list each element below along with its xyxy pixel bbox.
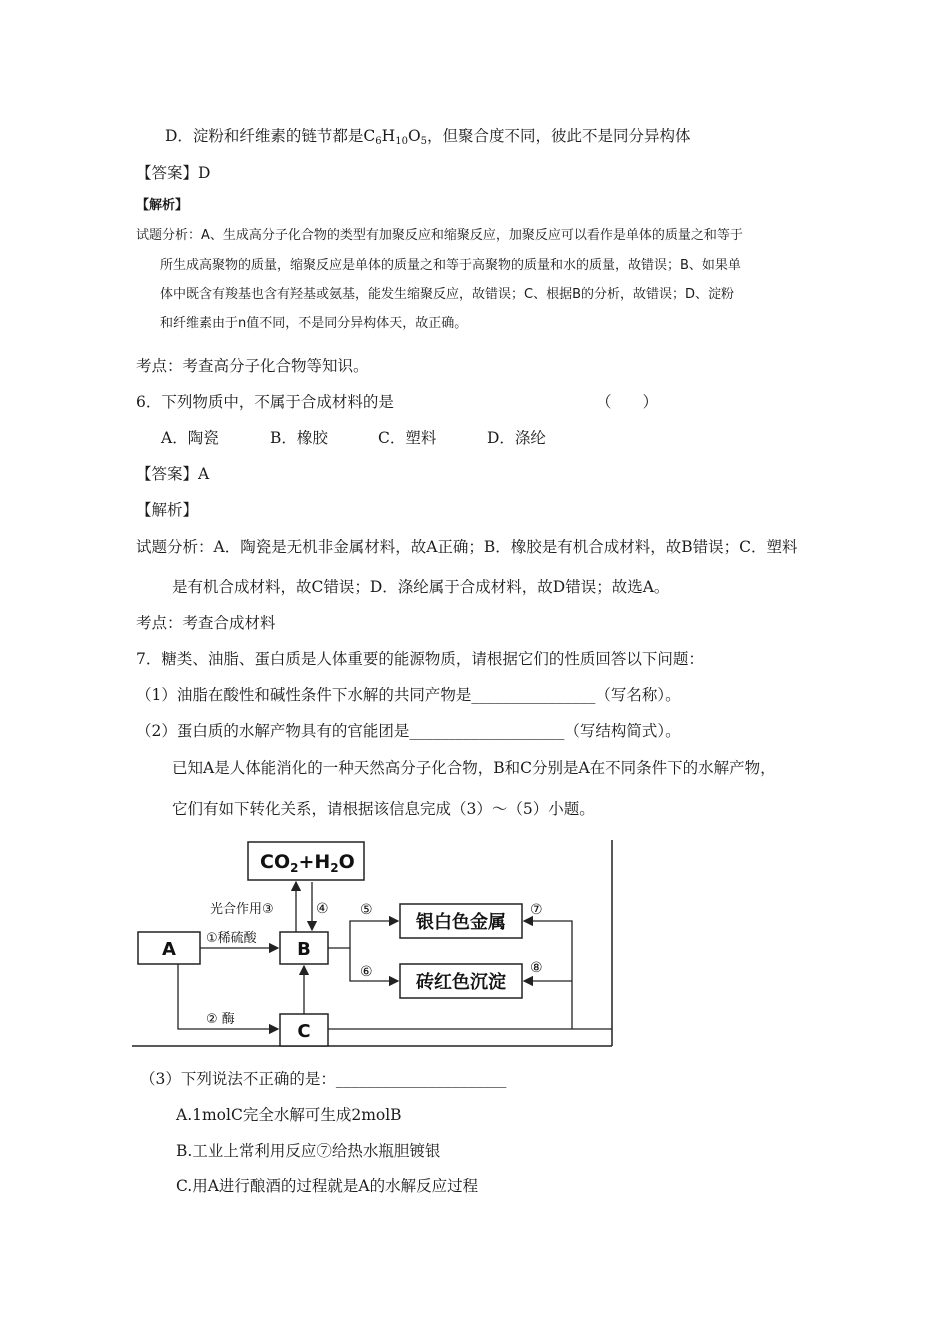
q5-analysis-heading: 【解析】 xyxy=(136,198,189,213)
q6-option-d: D．涤纶 xyxy=(487,429,546,447)
q6-analysis-heading: 【解析】 xyxy=(136,501,199,519)
q7-part3-option-c: C.用A进行酿酒的过程就是A的水解反应过程 xyxy=(176,1177,479,1195)
step7-label: ⑦ xyxy=(530,902,543,918)
q6-stem: 6．下列物质中，不属于合成材料的是 xyxy=(136,393,394,411)
q6-option-c: C．塑料 xyxy=(378,429,437,447)
q5-analysis-line: 试题分析：A、生成高分子化合物的类型有加聚反应和缩聚反应，加聚反应可以看作是单体的质量之和等于 xyxy=(136,228,743,243)
step1-label: ①稀硫酸 xyxy=(206,931,257,946)
arrow-b-to-brick xyxy=(350,948,398,981)
q7-stem: 7．糖类、油脂、蛋白质是人体重要的能源物质，请根据它们的性质回答以下问题： xyxy=(136,650,704,668)
q5-analysis-line: 体中既含有羧基也含有羟基或氨基，能发生缩聚反应，故错误；C、根据B的分析，故错误；D、淀粉 xyxy=(160,287,735,302)
arrow-b-to-silver xyxy=(350,921,398,948)
co2-h2o-label: $CO_2+H_2O$ xyxy=(260,851,355,875)
q7-part1: （1）油脂在酸性和碱性条件下水解的共同产物是________________（写名称）。 xyxy=(136,686,681,704)
q7-part3-option-a: A.1molC完全水解可生成2molB xyxy=(176,1106,402,1124)
q7-part2: （2）蛋白质的水解产物具有的官能团是____________________（写结构简式）。 xyxy=(136,722,681,740)
q6-analysis-line: 试题分析：A．陶瓷是无机非金属材料，故A正确；B．橡胶是有机合成材料，故B错误；C．塑料 xyxy=(136,538,798,556)
step5-label: ⑤ xyxy=(360,902,373,918)
step3-label: 光合作用③ xyxy=(210,902,274,917)
q7-part3: （3）下列说法不正确的是：______________________ xyxy=(140,1070,507,1088)
step4-label: ④ xyxy=(316,901,329,917)
q7-part3-option-b: B.工业上常利用反应⑦给热水瓶胆镀银 xyxy=(176,1142,441,1160)
silver-metal-label: 银白色金属 xyxy=(416,912,506,933)
q5-analysis-line: 和纤维素由于n值不同，不是同分异构体天，故正确。 xyxy=(160,316,468,331)
q5-answer: 【答案】D xyxy=(136,164,211,182)
q6-option-a: A．陶瓷 xyxy=(161,429,219,447)
brick-red-label: 砖红色沉淀 xyxy=(416,972,506,993)
box-b-label: B xyxy=(297,939,311,960)
step8-label: ⑧ xyxy=(530,960,543,976)
box-c-label: C xyxy=(297,1021,311,1042)
q6-answer-bracket: （ ） xyxy=(596,393,659,411)
q6-analysis-line: 是有机合成材料，故C错误；D．涤纶属于合成材料，故D错误；故选A。 xyxy=(172,578,670,596)
q6-option-b: B．橡胶 xyxy=(270,429,328,447)
box-a-label: A xyxy=(162,939,176,960)
q7-intro: 它们有如下转化关系，请根据该信息完成（3）～（5）小题。 xyxy=(172,800,595,818)
step6-label: ⑥ xyxy=(360,964,373,980)
q6-answer: 【答案】A xyxy=(136,465,210,483)
q6-kaodian: 考点：考查合成材料 xyxy=(136,614,276,632)
step2-label: ② 酶 xyxy=(206,1012,235,1027)
reaction-diagram xyxy=(132,838,618,1054)
q5-option-d: D．淀粉和纤维素的链节都是$C_6H_{10}O_5$，但聚合度不同，彼此不是同分异构体 xyxy=(165,127,691,147)
q5-kaodian: 考点：考查高分子化合物等知识。 xyxy=(136,357,369,375)
q7-intro: 已知A是人体能消化的一种天然高分子化合物，B和C分别是A在不同条件下的水解产物， xyxy=(172,759,776,777)
q5-analysis-line: 所生成高聚物的质量，缩聚反应是单体的质量之和等于高聚物的质量和水的质量，故错误；B、如果单 xyxy=(160,258,741,273)
